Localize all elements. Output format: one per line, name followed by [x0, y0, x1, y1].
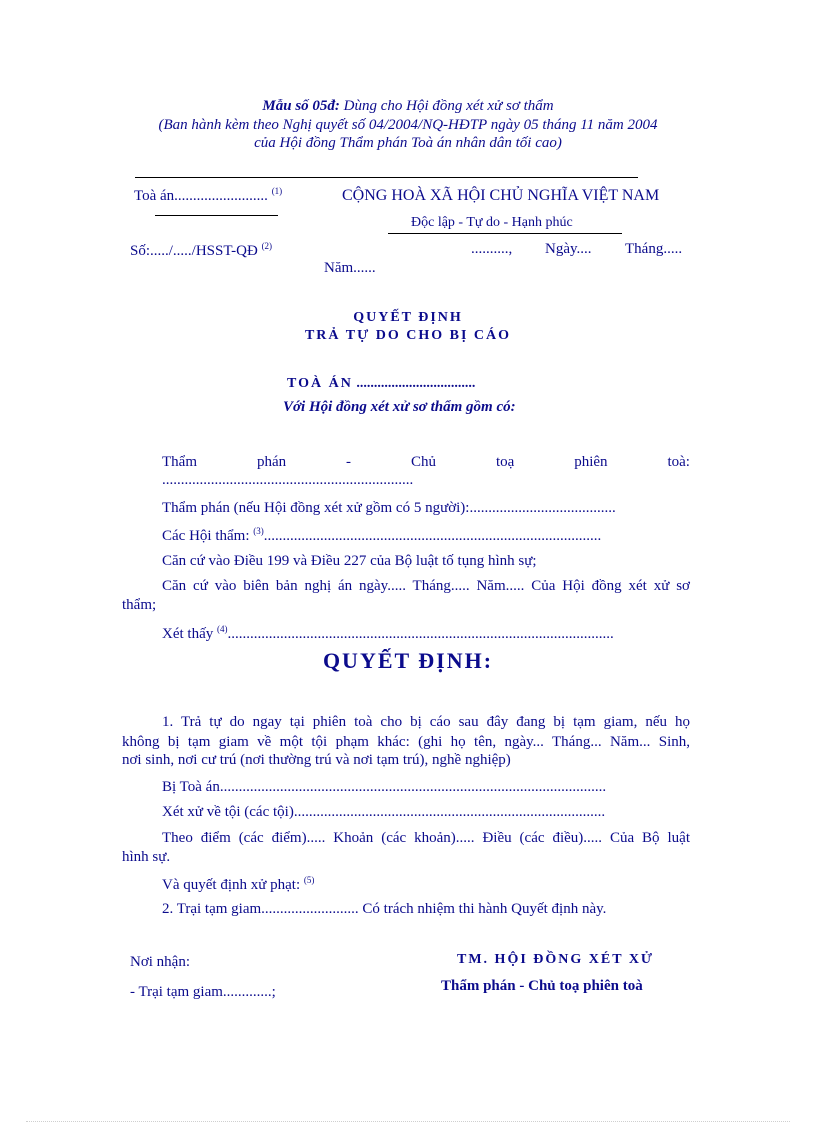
law-line-a — [162, 830, 690, 847]
item1-text-a: 1. Trả tự do ngay tại phiên toà cho bị cáo sau đây đang bị tạm giam, nếu họ — [162, 714, 690, 730]
item1-line-a — [162, 714, 690, 731]
title-line-1: QUYẾT ĐỊNH — [353, 310, 463, 325]
charged-line: Xét xử về tội (các tội)................................................................................... — [162, 804, 606, 820]
presiding-judge-line — [162, 454, 690, 471]
item1-line-b — [122, 734, 690, 751]
decision-number-text: Số:...../...../HSST-QĐ — [130, 243, 258, 259]
sign-title: Thẩm phán - Chủ toạ phiên toà — [441, 978, 643, 994]
word: - — [346, 454, 352, 470]
law-text-a: Theo điểm (các điểm)..... Khoản (các khoản)..... Điều (các điều)..... Của Bộ luật — [162, 830, 690, 846]
basis-2-text: Căn cứ vào biên bản nghị án ngày..... Tháng..... Năm..... Của Hội đồng xét xử sơ — [162, 578, 690, 594]
assessors-line — [162, 526, 601, 545]
title-line-2: TRẢ TỰ DO CHO BỊ CÁO — [304, 328, 512, 343]
form-label: Mẫu số 05đ: — [262, 98, 340, 114]
note-2: (2) — [261, 241, 273, 251]
penalty-line — [162, 875, 314, 894]
court-heading-label: TOÀ ÁN — [287, 376, 353, 391]
decision-heading: QUYẾT ĐỊNH: — [322, 648, 494, 673]
note-1: (1) — [271, 186, 283, 196]
word: phán — [256, 454, 287, 470]
panel-heading: Với Hội đồng xét xử sơ thẩm gồm có: — [283, 399, 516, 415]
word: toạ — [495, 454, 515, 470]
header-divider — [135, 177, 638, 178]
note-5: (5) — [303, 875, 315, 885]
item1-text-b: không bị tạm giam về một tội phạm khác: (ghi họ tên, ngày... Tháng... Năm... Sinh, — [122, 734, 690, 750]
word: phiên — [574, 454, 608, 470]
assessors-dots: .......................................................................................... — [263, 528, 602, 544]
assessors-label: Các Hội thẩm: — [162, 528, 250, 544]
sign-organization: TM. HỘI ĐỒNG XÉT XỬ — [457, 952, 655, 967]
law-line-b: hình sự. — [122, 849, 171, 865]
item2-line: 2. Trại tạm giam.......................... Có trách nhiệm thi hành Quyết định này. — [162, 901, 607, 917]
note-3: (3) — [253, 526, 264, 536]
presiding-judge-dots: ................................................................... — [162, 472, 414, 488]
recipient-1: - Trại tạm giam.............; — [130, 984, 276, 1000]
motto: Độc lập - Tự do - Hạnh phúc — [411, 215, 573, 230]
page-bottom-border — [26, 1121, 790, 1122]
basis-2-line-a — [162, 578, 690, 595]
recipients-label: Nơi nhận: — [130, 954, 191, 970]
finding-label: Xét thấy — [162, 626, 214, 642]
word: Thẩm — [162, 454, 197, 470]
finding-dots: ....................................................................................................... — [227, 626, 614, 642]
judge-five-line: Thẩm phán (nếu Hội đồng xét xử gồm có 5 người):....................................... — [162, 500, 616, 516]
motto-underline — [388, 233, 622, 234]
court-heading — [287, 376, 475, 392]
day-field: Ngày.... — [545, 241, 592, 257]
form-label-line — [0, 98, 816, 115]
form-description: Dùng cho Hội đồng xét xử sơ thẩm — [339, 98, 554, 114]
finding-line — [162, 624, 614, 643]
place-field: .........., — [471, 241, 513, 257]
year-field: Năm...... — [324, 260, 376, 276]
court-name — [134, 186, 282, 205]
court-name-text: Toà án......................... — [134, 188, 268, 204]
penalty-label: Và quyết định xử phạt: — [162, 877, 301, 893]
court-heading-dots: .................................. — [356, 376, 476, 391]
court-underline — [155, 215, 278, 216]
basis-2-line-b: thẩm; — [122, 597, 157, 613]
defendant-line: Bị Toà án....................................................................................................... — [162, 779, 607, 795]
month-field: Tháng..... — [625, 241, 683, 257]
decision-number — [130, 241, 272, 260]
nation-title: CỘNG HOÀ XÃ HỘI CHỦ NGHĨA VIỆT NAM — [342, 187, 660, 204]
word: Chủ — [410, 454, 436, 470]
basis-1: Căn cứ vào Điều 199 và Điều 227 của Bộ luật tố tụng hình sự; — [162, 553, 537, 569]
note-4: (4) — [216, 624, 228, 634]
issuer-line: của Hội đồng Thẩm phán Toà án nhân dân tối cao) — [254, 135, 562, 151]
item1-line-c: nơi sinh, nơi cư trú (nơi thường trú và nơi tạm trú), nghề nghiệp) — [122, 752, 511, 768]
issued-line: (Ban hành kèm theo Nghị quyết số 04/2004/NQ-HĐTP ngày 05 tháng 11 năm 2004 — [158, 117, 658, 133]
word: toà: — [667, 454, 690, 470]
